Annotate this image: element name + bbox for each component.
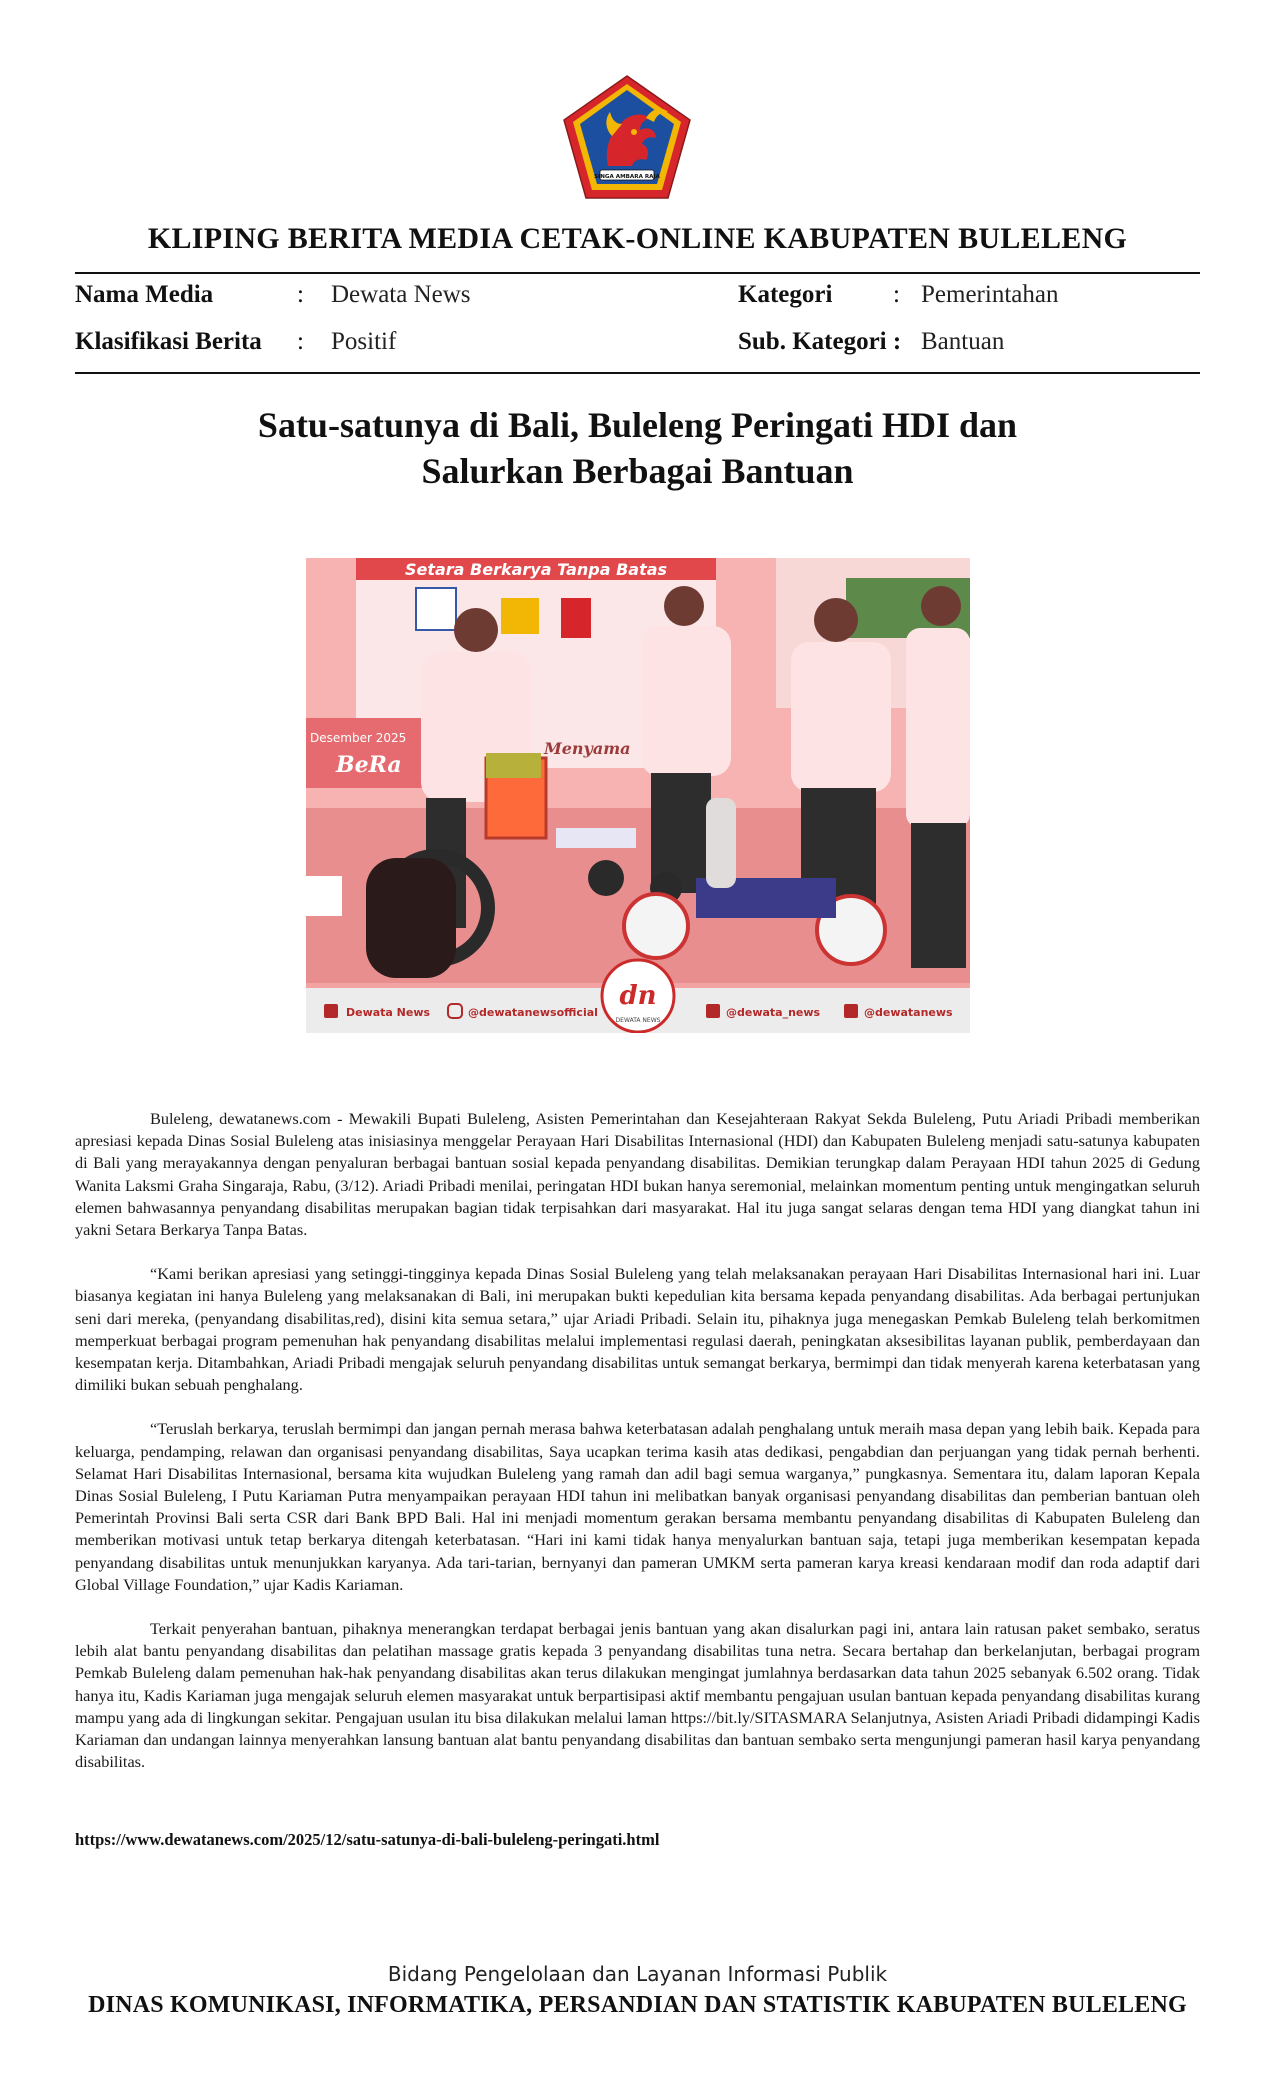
- social-tiktok: @dewatanews: [864, 1006, 953, 1019]
- photo-date-text: Desember 2025: [310, 731, 407, 745]
- kliping-header-title: KLIPING BERITA MEDIA CETAK-ONLINE KABUPATEN BULELENG: [147, 222, 1128, 255]
- social-instagram: @dewatanewsofficial: [468, 1006, 598, 1019]
- news-photo: [306, 558, 970, 1033]
- colon-separator: :: [297, 328, 304, 355]
- photo-berkarya-text: BeRa: [336, 752, 402, 778]
- header-divider-top: [75, 272, 1200, 274]
- article-paragraph-3: “Teruslah berkarya, teruslah bermimpi dan jangan pernah merasa bahwa keterbatasan adalah penghalang untuk meraih masa depan yang lebih baik. Kepada para keluarga, pendamping, relawan dan organisasi penyandang disabilitas, Saya ucapkan terima kasih atas dedikasi, pengabdian dan perjuangan yang tidak pernah berhenti. Selamat Hari Disabilitas Internasional, bersama kita wujudkan Buleleng yang ramah dan adil bagi semua warganya,” pungkasnya. Sementara itu, dalam laporan Kepala Dinas Sosial Buleleng, I Putu Kariaman Putra menyampaikan perayaan HDI tahun ini melibatkan banyak organisasi penyandang disabilitas dan pemberian bantuan oleh Pemerintah Provinsi Bali serta CSR dari Bank BPD Bali. Hal ini menjadi momentum gerakan bersama membantu penyandang disabilitas di Kabupaten Buleleng dan memberikan motivasi untuk tetap berkarya ditengah keterbatasan. “Hari ini kami tidak hanya menyalurkan bantuan saja, tetapi juga memberikan kesempatan kepada penyandang disabilitas untuk menunjukkan karyanya. Ada tari-tarian, bernyanyi dan pameran UMKM serta pameran karya kreasi kendaraan modif dan roda adaptif dari Global Village Foundation,” ujar Kadis Kariaman.: [75, 1419, 1200, 1594]
- article-title: [75, 402, 1200, 494]
- nama-media-value: Dewata News: [331, 281, 471, 308]
- klasifikasi-berita-label: Klasifikasi Berita: [75, 328, 262, 355]
- banner-text: Setara Berkarya Tanpa Batas: [404, 560, 668, 579]
- article-title-line-1: Satu-satunya di Bali, Buleleng Peringati HDI dan: [257, 405, 1018, 445]
- article-paragraph-4: Terkait penyerahan bantuan, pihaknya menerangkan terdapat berbagai jenis bantuan yang akan disalurkan pagi ini, antara lain ratusan paket sembako, seratus lebih alat bantu penyandang disabilitas dan pelatihan massage gratis kepada 3 penyandang disabilitas tuna netra. Secara bertahap dan berkelanjutan, berbagai program Pemkab Buleleng dalam pemenuhan hak-hak penyandang disabilitas akan terus dilakukan mengingat jumlahnya berdasarkan data tahun 2025 sebanyak 6.502 orang. Tidak hanya itu, Kadis Kariaman juga mengajak seluruh elemen masyarakat untuk berpartisipasi aktif membantu pengajuan usulan bantuan kepada penyandang disabilitas kurang mampu yang ada di lingkungan sekitar. Pengajuan usulan itu bisa dilakukan melalui laman https://bit.ly/SITASMARA Selanjutnya, Asisten Ariadi Pribadi didampingi Kadis Kariaman dan undangan lainnya menyerahkan lansung bantuan alat bantu penyandang disabilitas dan bantuan sembako serta mengunjungi pameran hasil karya penyandang disabilitas.: [75, 1619, 1200, 1772]
- meta-row-2: [75, 328, 1200, 368]
- photo-side-text: Menyama: [544, 739, 631, 758]
- article-paragraph-2: “Kami berikan apresiasi yang setinggi-tingginya kepada Dinas Sosial Buleleng yang telah melaksanakan perayaan Hari Disabilitas Internasional hari ini. Luar biasanya kegiatan ini hanya Buleleng yang melaksanakan di Bali, ini merupakan bukti kepedulian kita bersama kepada penyandang disabilitas. Ada berbagai pertunjukan seni dari mereka, (penyandang disabilitas,red), disini kita semua setara,” ujar Ariadi Pribadi. Selain itu, pihaknya juga menegaskan Pemkab Buleleng telah berkomitmen memperkuat berbagai program pemenuhan hak penyandang disabilitas melalui implementasi regulasi daerah, peningkatan aksesibilitas layanan publik, pemberdayaan dan kesempatan kerja. Ditambahkan, Ariadi Pribadi mengajak seluruh penyandang disabilitas untuk semangat berkarya, bermimpi dan tidak menyerah karena keterbatasan yang dimiliki bukan sebuah penghalang.: [75, 1264, 1200, 1395]
- article-title-line-2: Salurkan Berbagai Bantuan: [421, 451, 854, 491]
- sub-kategori-value: Bantuan: [921, 328, 1005, 355]
- footer-department: Bidang Pengelolaan dan Layanan Informasi Publik: [387, 1962, 888, 1986]
- nama-media-label: Nama Media: [75, 281, 214, 308]
- tiktok-icon: [844, 1004, 858, 1018]
- kategori-value: Pemerintahan: [921, 281, 1059, 308]
- dewata-news-watermark: dn: [619, 981, 657, 1011]
- facebook-icon: [324, 1004, 338, 1018]
- article-paragraph-1: Buleleng, dewatanews.com - Mewakili Bupati Buleleng, Asisten Pemerintahan dan Kesejahteraan Rakyat Sekda Buleleng, Putu Ariadi Pribadi memberikan apresiasi kepada Dinas Sosial Buleleng atas inisiasinya menggelar Perayaan Hari Disabilitas Internasional (HDI) dan Kabupaten Buleleng menjadi satu-satunya kabupaten di Bali yang merayakannya dengan penyaluran berbagai bantuan sosial kepada penyandang disabilitas. Demikian terungkap dalam Perayaan HDI tahun 2025 di Gedung Wanita Laksmi Graha Singaraja, Rabu, (3/12). Ariadi Pribadi menilai, peringatan HDI bukan hanya seremonial, melainkan momentum penting untuk mengingatkan seluruh elemen bahwasannya penyandang disabilitas merupakan bagian tidak terpisahkan dari masyarakat. Hal itu juga sangat selaras dengan tema HDI yang diangkat tahun ini yakni Setara Berkarya Tanpa Batas.: [75, 1109, 1200, 1240]
- sub-kategori-label: Sub. Kategori :: [738, 328, 902, 355]
- header-divider-bottom: [75, 372, 1200, 374]
- crest-motto: SINGA AMBARA RAJA: [594, 174, 660, 180]
- social-facebook: Dewata News: [346, 1006, 431, 1019]
- footer-agency: DINAS KOMUNIKASI, INFORMATIKA, PERSANDIAN DAN STATISTIK KABUPATEN BULELENG: [88, 1992, 1187, 2018]
- social-twitter: @dewata_news: [726, 1006, 821, 1019]
- colon-separator: :: [893, 281, 900, 308]
- meta-row-1: [75, 281, 1200, 321]
- dewata-news-watermark-sub: DEWATA NEWS: [615, 1017, 661, 1024]
- klasifikasi-berita-value: Positif: [331, 328, 397, 355]
- colon-separator: :: [297, 281, 304, 308]
- article-body: [75, 1108, 1200, 1795]
- source-url-link[interactable]: https://www.dewatanews.com/2025/12/satu-satunya-di-bali-buleleng-peringati.html: [75, 1830, 660, 1849]
- kategori-label: Kategori: [738, 281, 833, 308]
- twitter-icon: [706, 1004, 720, 1018]
- singa-ambara-raja-crest-icon: [560, 74, 694, 202]
